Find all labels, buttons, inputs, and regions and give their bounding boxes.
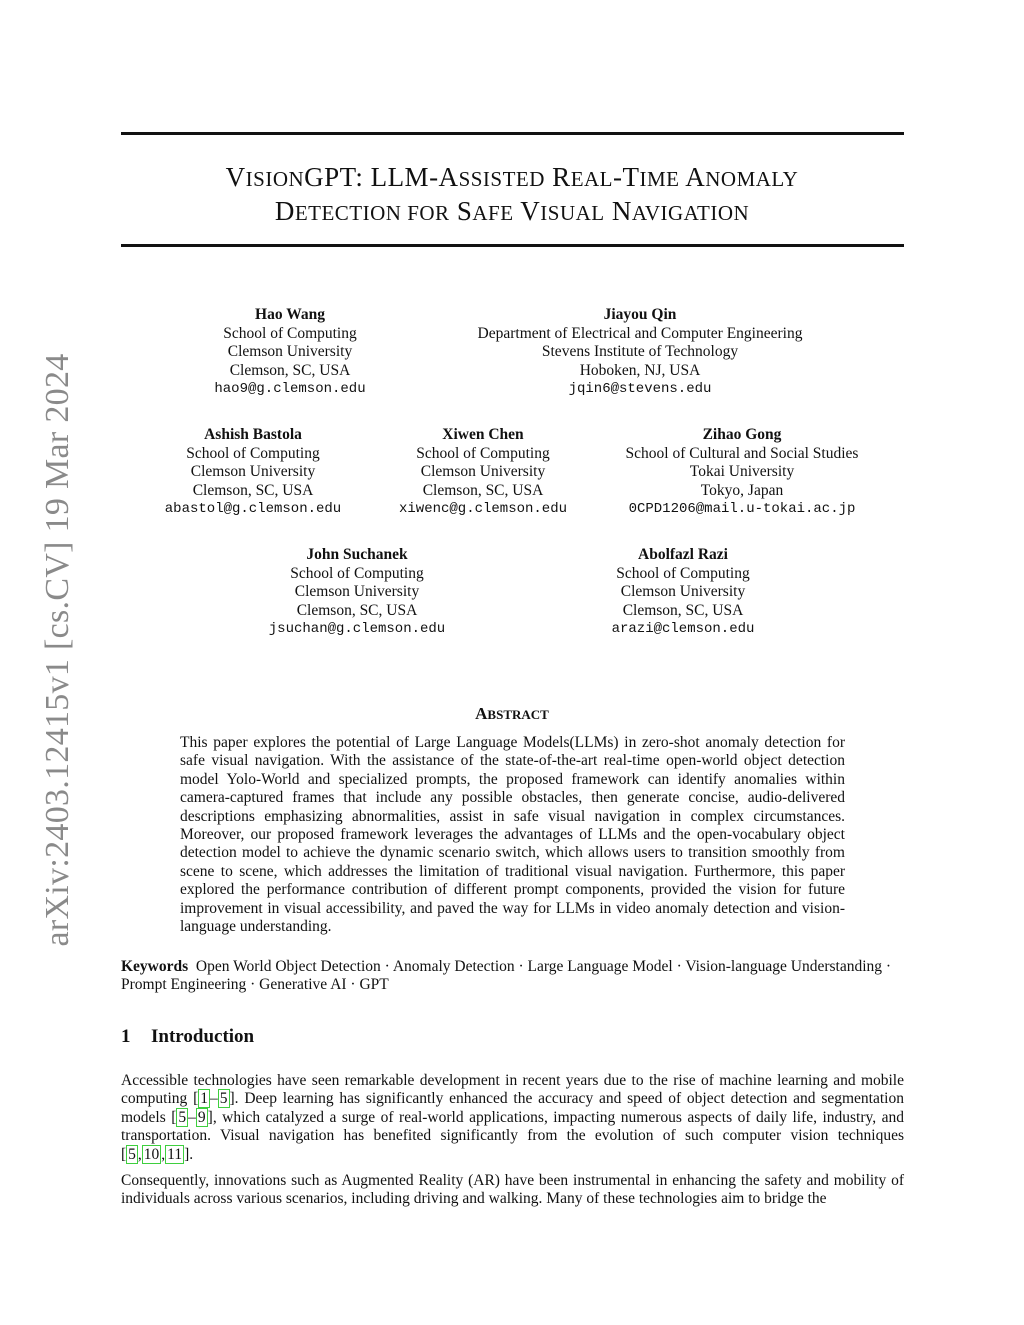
author-email[interactable]: jqin6@stevens.edu bbox=[568, 381, 712, 397]
author-affiliation: School of Computing bbox=[186, 444, 320, 462]
author-affiliation: Tokai University bbox=[689, 463, 795, 480]
author-block-hao-wang bbox=[214, 306, 365, 399]
author-affiliation: School of Computing bbox=[290, 564, 424, 582]
paragraph-text: – bbox=[188, 1108, 196, 1126]
title-segment: V bbox=[513, 196, 541, 226]
introduction-paragraph-2: Consequently, innovations such as Augmented Reality (AR) have been instrumental in enhancing the safety and mobility of individuals across various scenarios, including driving and walking. Many of these technologies aim to bridge the bbox=[121, 1172, 904, 1208]
paper-title-line-1 bbox=[0, 162, 1024, 193]
paragraph-text: Accessible technologies have seen remarkable development in recent years due to the rise of machine learning and mobile computing [ bbox=[121, 1072, 904, 1108]
arxiv-identifier-stamp: arXiv:2403.12415v1 [cs.CV] 19 Mar 2024 bbox=[39, 353, 76, 947]
abstract-heading-initial: A bbox=[475, 704, 488, 723]
citation-link[interactable]: 10 bbox=[143, 1145, 160, 1163]
section-number: 1 bbox=[121, 1026, 131, 1047]
author-block-jiayou-qin bbox=[478, 306, 803, 399]
introduction-paragraph-1 bbox=[121, 1072, 904, 1164]
paragraph-text: ]. bbox=[184, 1145, 194, 1163]
author-name: Jiayou Qin bbox=[603, 306, 677, 323]
author-affiliation: Clemson, SC, USA bbox=[192, 481, 314, 499]
citation-link[interactable]: 1 bbox=[200, 1090, 208, 1108]
title-segment: D bbox=[274, 196, 295, 226]
author-affiliation: Clemson University bbox=[227, 343, 353, 360]
author-affiliation: School of Cultural and Social Studies bbox=[625, 444, 859, 462]
title-segment: V bbox=[225, 162, 246, 192]
title-top-rule bbox=[121, 132, 904, 135]
keywords-label: Keywords bbox=[121, 958, 189, 975]
author-email[interactable]: arazi@clemson.edu bbox=[611, 621, 755, 637]
title-segment: AFE bbox=[472, 201, 514, 225]
author-block-xiwen-chen bbox=[399, 426, 567, 519]
citation-link[interactable]: 5 bbox=[128, 1145, 136, 1163]
title-segment: A bbox=[679, 162, 706, 192]
citation-link[interactable]: 5 bbox=[178, 1108, 187, 1126]
paragraph-text: ], which catalyzed a surge of real-world applications, impacting numerous aspects of daily life, industry, and transportation. Visual navigation has benefited significantly from the evolution of such computer vision techniques [ bbox=[121, 1108, 905, 1163]
paragraph-text: ]. Deep learning has significantly enhanced the accuracy and speed of object detection and segmentation models [ bbox=[121, 1090, 904, 1126]
title-segment: GPT: LLM-A bbox=[304, 162, 459, 192]
keywords-block bbox=[121, 958, 904, 995]
paragraph-text: , bbox=[161, 1145, 166, 1163]
abstract-text: This paper explores the potential of Large Language Models(LLMs) in zero-shot anomaly detection for safe visual navigation. With the assistance of the state-of-the-art real-time open-world object detection model Yolo-World and specialized prompts, the proposed framework can identify anomalies within camera-captured frames that include any possible obstacles, then generate concise, audio-delivered descriptions emphasizing abnormalities, assist in safe visual navigation in complex circumstances. Moreover, our proposed framework leverages the advantages of LLMs and the open-vocabulary object detection model to achieve the dynamic scenario switch, which allows users to transition smoothly from scene to scene, which addresses the limitation of traditional visual navigation. Furthermore, this paper explored the performance contribution of different prompt components, provided the vision for future improvement in visual accessibility, and paved the way for LLMs in video anomaly detection and vision-language understanding. bbox=[180, 734, 845, 936]
citation-link[interactable]: 11 bbox=[167, 1145, 183, 1163]
author-block-abolfazl-razi bbox=[612, 546, 755, 639]
author-name: John Suchanek bbox=[306, 546, 408, 563]
author-block-zihao-gong bbox=[626, 426, 859, 519]
author-name: Zihao Gong bbox=[702, 426, 782, 443]
title-segment: IME bbox=[639, 167, 680, 191]
section-title: Introduction bbox=[151, 1026, 255, 1047]
author-affiliation: Clemson, SC, USA bbox=[296, 601, 418, 619]
author-affiliation: Clemson University bbox=[420, 463, 546, 480]
author-block-john-suchanek bbox=[269, 546, 445, 639]
author-affiliation: Clemson University bbox=[294, 583, 420, 600]
author-affiliation: Clemson University bbox=[190, 463, 316, 480]
title-segment: ETECTION FOR bbox=[294, 201, 450, 225]
title-segment: SSISTED bbox=[458, 167, 545, 191]
author-name: Xiwen Chen bbox=[442, 426, 524, 443]
title-bottom-rule bbox=[121, 244, 904, 247]
author-affiliation: Tokyo, Japan bbox=[700, 481, 784, 499]
author-email[interactable]: abastol@g.clemson.edu bbox=[164, 501, 342, 517]
author-affiliation: Clemson, SC, USA bbox=[622, 601, 744, 619]
title-segment: N bbox=[604, 196, 632, 226]
paragraph-text: , bbox=[137, 1145, 142, 1163]
author-email[interactable]: hao9@g.clemson.edu bbox=[214, 381, 366, 397]
keywords-list: Open World Object Detection · Anomaly Detection · Large Language Model · Vision-language Understanding · Prompt Engineering · Generative AI · GPT bbox=[121, 958, 892, 994]
author-affiliation: School of Computing bbox=[616, 564, 750, 582]
title-segment: ISUAL bbox=[540, 201, 605, 225]
author-affiliation: Clemson, SC, USA bbox=[229, 361, 351, 379]
paper-title-line-2 bbox=[0, 196, 1024, 227]
paragraph-text: – bbox=[210, 1090, 218, 1108]
author-affiliation: Clemson, SC, USA bbox=[422, 481, 544, 499]
author-affiliation: Clemson University bbox=[620, 583, 746, 600]
author-affiliation: School of Computing bbox=[416, 444, 550, 462]
author-block-ashish-bastola bbox=[165, 426, 341, 519]
author-email[interactable]: xiwenc@g.clemson.edu bbox=[398, 501, 568, 517]
author-email[interactable]: 0CPD1206@mail.u-tokai.ac.jp bbox=[628, 501, 856, 517]
citation-link[interactable]: 9 bbox=[197, 1108, 206, 1126]
abstract-heading-rest: BSTRACT bbox=[487, 707, 549, 722]
author-name: Abolfazl Razi bbox=[638, 546, 728, 563]
author-affiliation: School of Computing bbox=[223, 324, 357, 342]
author-affiliation: Department of Electrical and Computer Engineering bbox=[477, 324, 803, 342]
title-segment: EAL bbox=[570, 167, 614, 191]
citation-link[interactable]: 5 bbox=[219, 1090, 228, 1108]
author-email[interactable]: jsuchan@g.clemson.edu bbox=[268, 621, 446, 637]
title-segment: R bbox=[544, 162, 571, 192]
title-segment: AVIGATION bbox=[631, 201, 750, 225]
title-segment: S bbox=[449, 196, 473, 226]
title-segment: NOMALY bbox=[705, 167, 799, 191]
author-affiliation: Stevens Institute of Technology bbox=[541, 343, 739, 360]
author-affiliation: Hoboken, NJ, USA bbox=[579, 361, 701, 379]
author-name: Ashish Bastola bbox=[204, 426, 302, 443]
section-heading-introduction bbox=[121, 1026, 254, 1048]
title-segment: ISION bbox=[245, 167, 305, 191]
title-segment: -T bbox=[613, 162, 640, 192]
author-name: Hao Wang bbox=[255, 306, 325, 323]
abstract-heading bbox=[0, 704, 1024, 724]
